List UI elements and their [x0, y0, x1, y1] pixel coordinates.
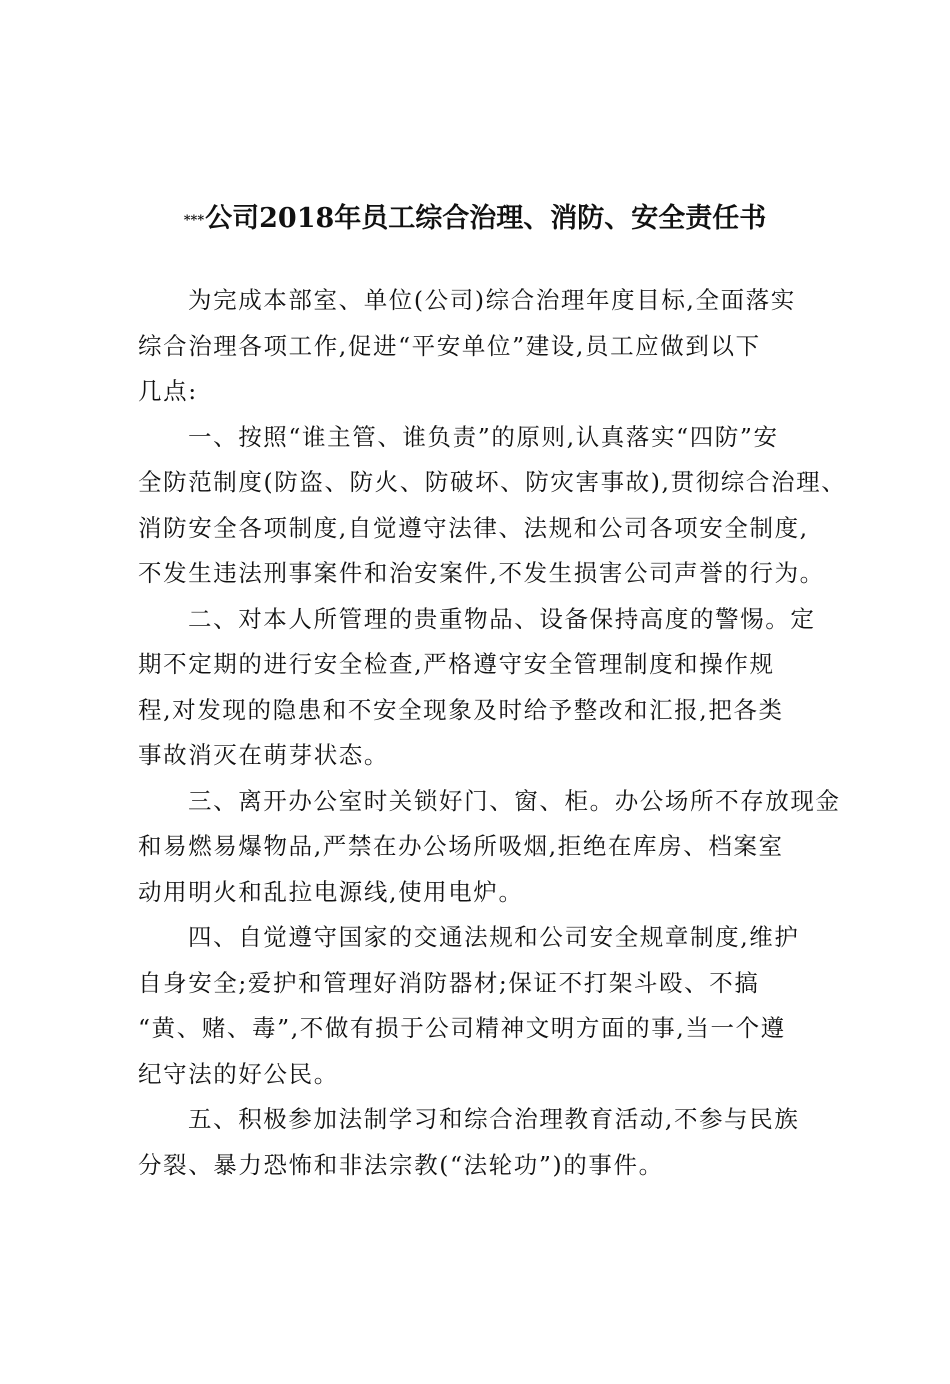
- clause-4-paragraph: [138, 917, 838, 1099]
- paragraph-line: 几点:: [138, 377, 198, 405]
- paragraph-line: 一、按照“谁主管、谁负责”的原则,认真落实“四防”安: [188, 422, 779, 451]
- title-prefix: ***: [183, 213, 205, 228]
- paragraph-line: “黄、赌、毒”,不做有损于公司精神文明方面的事,当一个遵: [138, 1014, 786, 1042]
- clause-1-paragraph: [138, 417, 847, 599]
- paragraph-line: 纪守法的好公民。: [138, 1059, 339, 1088]
- paragraph-line: 程,对发现的隐患和不安全现象及时给予整改和汇报,把各类: [138, 695, 784, 724]
- paragraph-line: 二、对本人所管理的贵重物品、设备保持高度的警惕。定: [188, 604, 816, 633]
- paragraph-line: 五、积极参加法制学习和综合治理教育活动,不参与民族: [188, 1105, 800, 1133]
- paragraph-line: 期不定期的进行安全检查,严格遵守安全管理制度和操作规: [138, 650, 775, 678]
- paragraph-line: 四、自觉遵守国家的交通法规和公司安全规章制度,维护: [188, 923, 800, 951]
- clause-2-paragraph: [138, 599, 838, 781]
- intro-paragraph: [138, 280, 838, 417]
- paragraph-line: 不发生违法刑事案件和治安案件,不发生损害公司声誉的行为。: [138, 559, 825, 587]
- paragraph-line: 三、离开办公室时关锁好门、窗、柜。办公场所不存放现金: [188, 786, 841, 815]
- paragraph-line: 自身安全;爱护和管理好消防器材;保证不打架斗殴、不搞: [138, 968, 760, 997]
- clause-5-paragraph: [138, 1099, 838, 1190]
- paragraph-line: 事故消灭在萌芽状态。: [138, 741, 389, 769]
- paragraph-line: 全防范制度(防盗、防火、防破坏、防灾害事故),贯彻综合治理、: [138, 468, 847, 496]
- paragraph-line: 分裂、暴力恐怖和非法宗教(“法轮功”)的事件。: [138, 1150, 664, 1179]
- paragraph-line: 动用明火和乱拉电源线,使用电炉。: [138, 877, 524, 906]
- clause-3-paragraph: [138, 781, 841, 918]
- paragraph-line: 综合治理各项工作,促进“平安单位”建设,员工应做到以下: [138, 331, 761, 360]
- paragraph-line: 和易燃易爆物品,严禁在办公场所吸烟,拒绝在库房、档案室: [138, 832, 784, 860]
- document-body: [138, 280, 847, 1190]
- document-title: [0, 196, 950, 235]
- paragraph-line: 为完成本部室、单位(公司)综合治理年度目标,全面落实: [188, 286, 796, 314]
- title-text: 公司2018年员工综合治理、消防、安全责任书: [205, 203, 767, 234]
- paragraph-line: 消防安全各项制度,自觉遵守法律、法规和公司各项安全制度,: [138, 513, 809, 542]
